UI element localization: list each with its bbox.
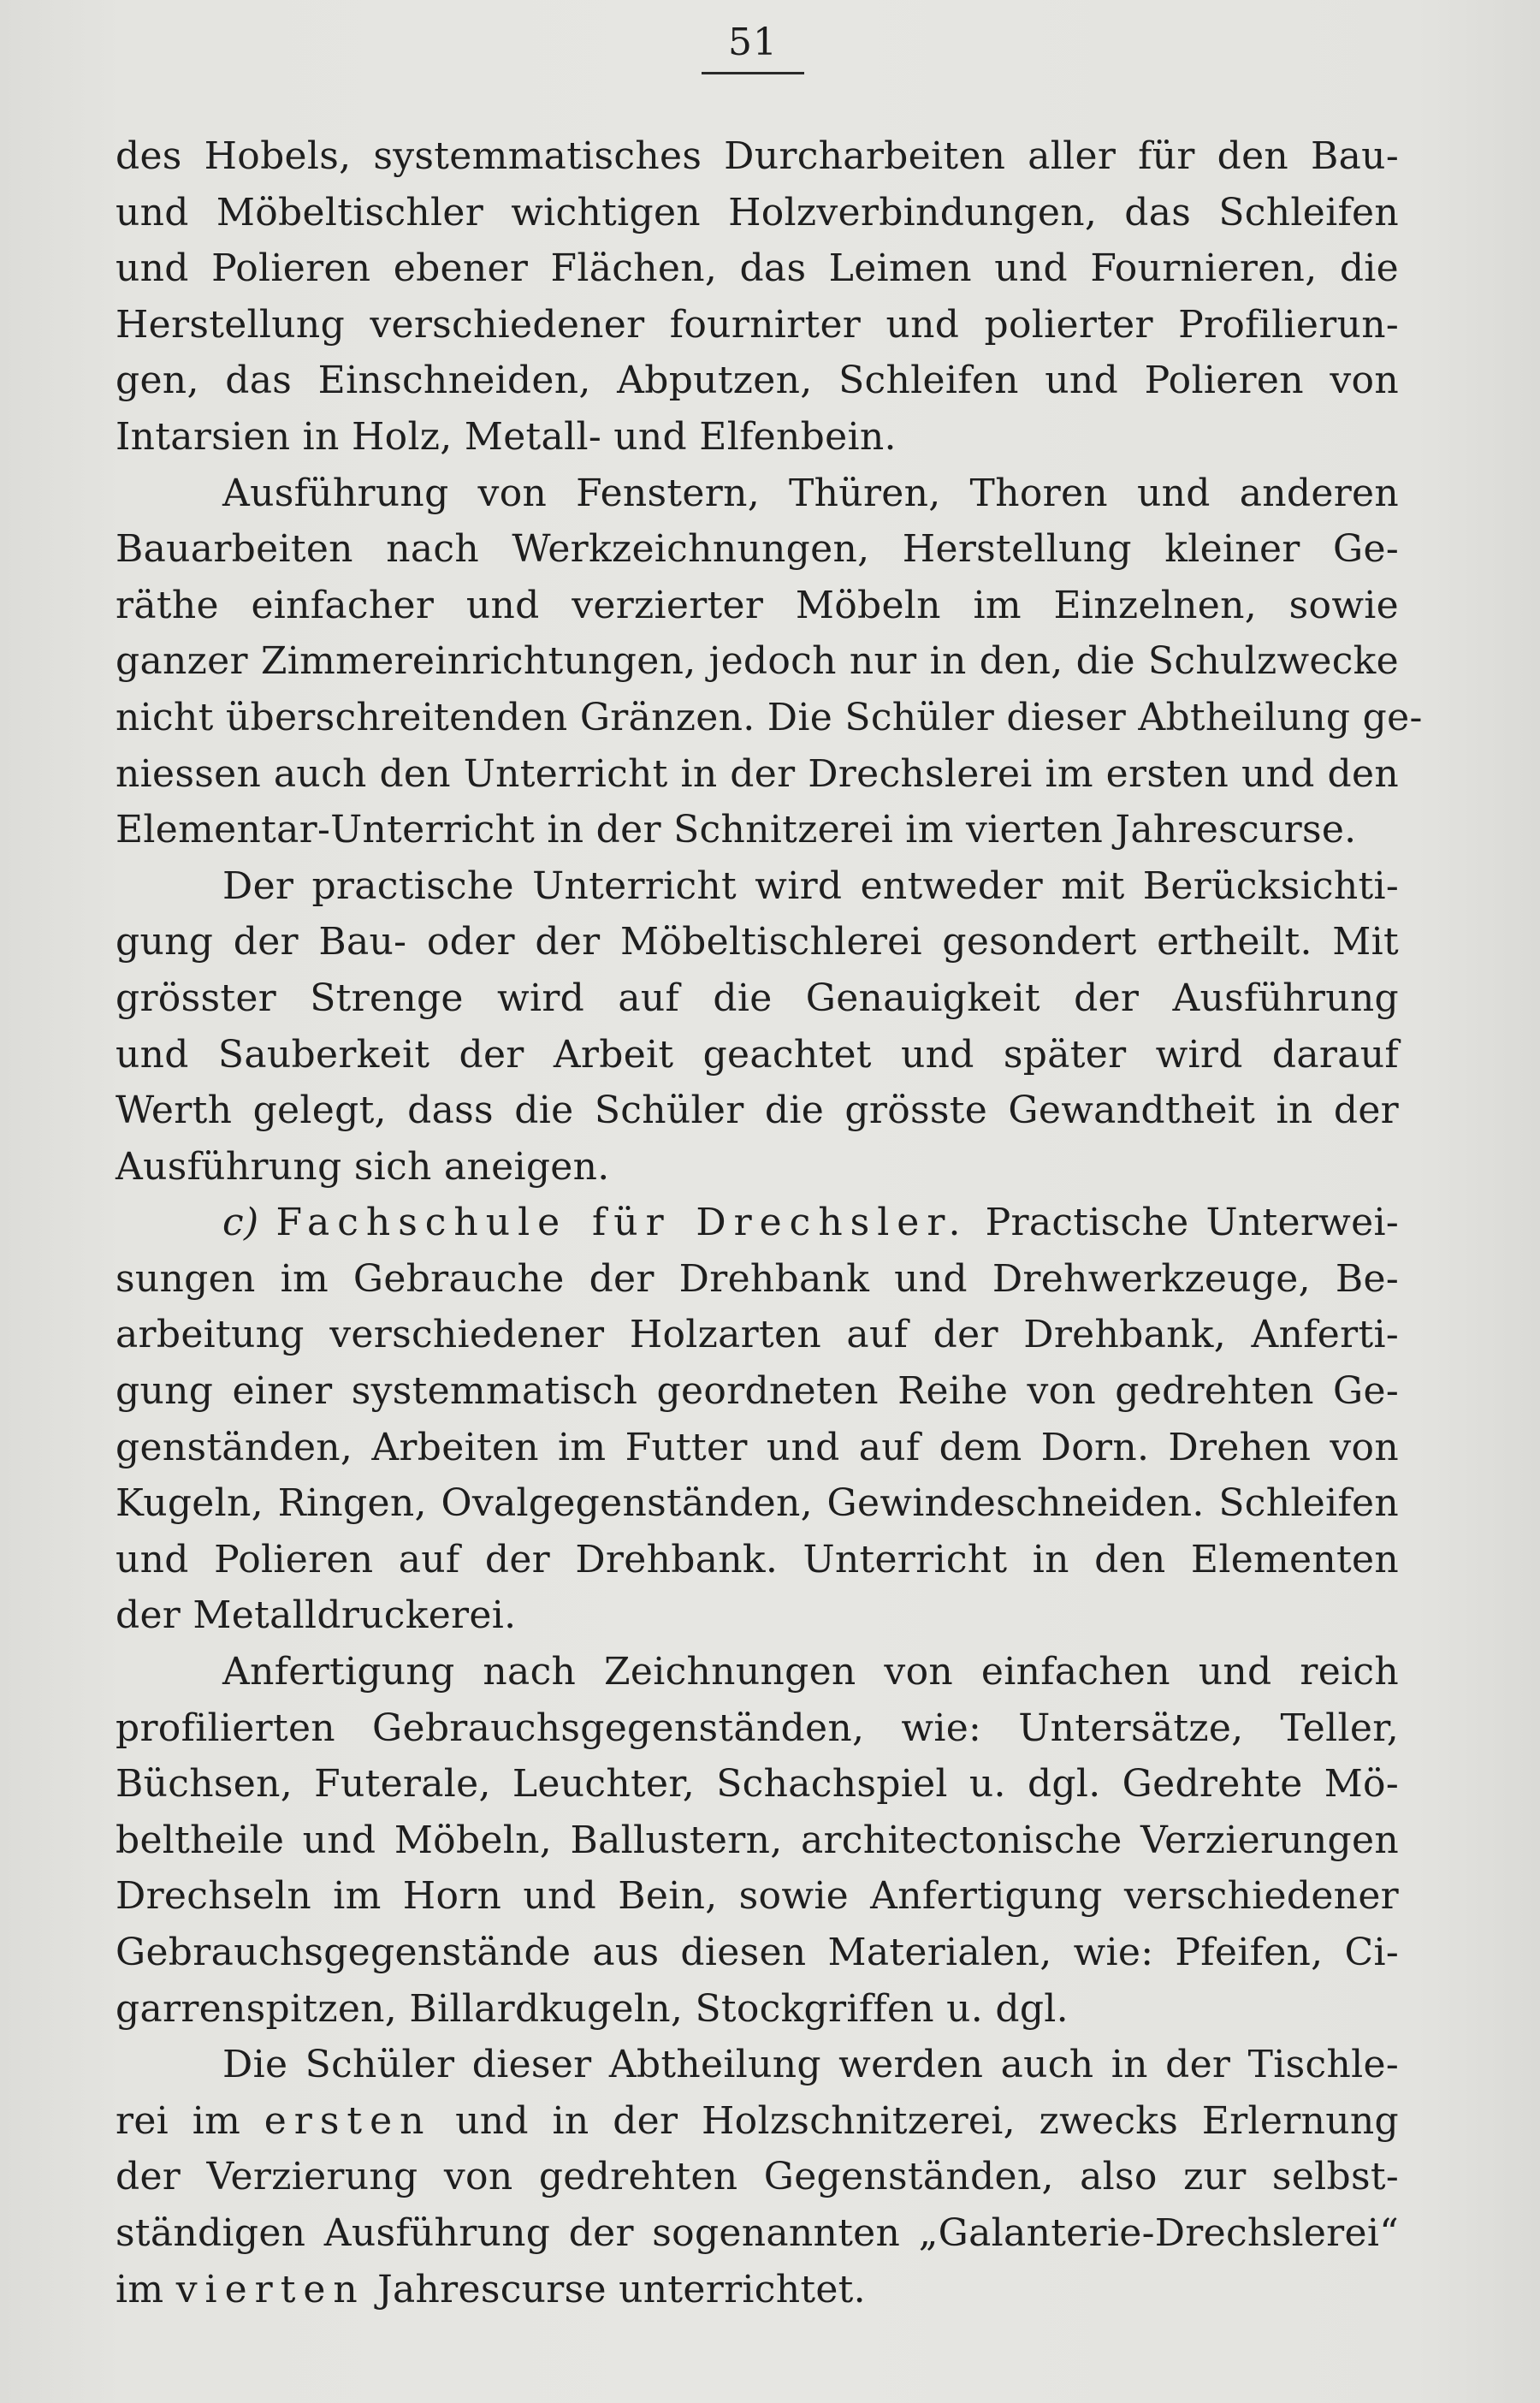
text-line: garrenspitzen, Billardkugeln, Stockgriffen u. dgl. bbox=[116, 1986, 1069, 2031]
text-line: räthe einfacher und verzierter Möbeln im Einzelnen, sowie bbox=[116, 583, 1399, 627]
text-line: und Möbeltischler wichtigen Holzverbindungen, das Schleifen bbox=[116, 190, 1399, 234]
text-line: Ausführung sich aneigen. bbox=[116, 1144, 610, 1189]
paragraph-3 bbox=[116, 858, 1399, 1196]
text-line: niessen auch den Unterricht in der Drechslerei im ersten und den bbox=[116, 751, 1399, 796]
text-line: Der practische Unterricht wird entweder mit Berücksichti- bbox=[222, 863, 1399, 908]
section-heading-rest: Practische Unterwei- bbox=[985, 1201, 1399, 1245]
text-line: ständigen Ausführung der sogenannten „Galanterie-Drechslerei“ bbox=[116, 2210, 1399, 2255]
text-line: Werth gelegt, dass die Schüler die grösste Gewandtheit in der bbox=[116, 1089, 1399, 1133]
paragraph-1 bbox=[116, 128, 1399, 466]
section-heading: Fachschule für Drechsler. bbox=[275, 1201, 968, 1245]
paragraph-2 bbox=[116, 466, 1423, 858]
paragraph-5 bbox=[116, 1644, 1399, 2037]
text-run: rei im bbox=[116, 2098, 241, 2143]
text-line bbox=[116, 2262, 1399, 2318]
paragraph-4-section-c bbox=[116, 1195, 1399, 1644]
text-line: gen, das Einschneiden, Abputzen, Schleifen und Polieren von bbox=[116, 359, 1399, 403]
text-line: profilierten Gebrauchsgegenständen, wie: Untersätze, Teller, bbox=[116, 1706, 1399, 1750]
text-run: im bbox=[116, 2267, 164, 2311]
spaced-emphasis: vierten bbox=[175, 2267, 365, 2311]
text-line: Bauarbeiten nach Werkzeichnungen, Herstellung kleiner Ge- bbox=[116, 527, 1399, 572]
text-line: der Metalldruckerei. bbox=[116, 1593, 517, 1638]
text-line: Drechseln im Horn und Bein, sowie Anfertigung verschiedener bbox=[116, 1874, 1399, 1919]
section-heading-line bbox=[116, 1195, 1399, 1251]
text-line: Die Schüler dieser Abtheilung werden auch in der Tischle- bbox=[222, 2043, 1399, 2087]
text-line: Ausführung von Fenstern, Thüren, Thoren und anderen bbox=[222, 471, 1399, 515]
paragraph-6 bbox=[116, 2037, 1399, 2317]
text-run: Jahrescurse unterrichtet. bbox=[377, 2267, 866, 2311]
text-line: Anfertigung nach Zeichnungen von einfachen und reich bbox=[222, 1650, 1399, 1694]
text-line: des Hobels, systemmatisches Durcharbeiten aller für den Bau- bbox=[116, 134, 1399, 178]
text-line: Elementar-Unterricht in der Schnitzerei im vierten Jahrescurse. bbox=[116, 808, 1357, 852]
text-line: genständen, Arbeiten im Futter und auf dem Dorn. Drehen von bbox=[116, 1425, 1399, 1469]
header-rule bbox=[702, 72, 804, 74]
text-line: nicht überschreitenden Gränzen. Die Schüler dieser Abtheilung ge- bbox=[116, 695, 1423, 739]
text-line: beltheile und Möbeln, Ballustern, architectonische Verzierungen bbox=[116, 1818, 1399, 1862]
body-text bbox=[116, 128, 1423, 2317]
text-line: Herstellung verschiedener fournirter und polierter Profilierun- bbox=[116, 302, 1399, 347]
text-line: Büchsen, Futerale, Leuchter, Schachspiel u. dgl. Gedrehte Mö- bbox=[116, 1762, 1399, 1807]
text-line: und Sauberkeit der Arbeit geachtet und später wird darauf bbox=[116, 1032, 1399, 1077]
text-line: Intarsien in Holz, Metall- und Elfenbein. bbox=[116, 414, 897, 459]
text-line: der Verzierung von gedrehten Gegenständen, also zur selbst- bbox=[116, 2155, 1399, 2199]
text-line: ganzer Zimmereinrichtungen, jedoch nur in den, die Schulzwecke bbox=[116, 639, 1399, 684]
text-line: Kugeln, Ringen, Ovalgegenständen, Gewindeschneiden. Schleifen bbox=[116, 1481, 1399, 1526]
page-number: 51 bbox=[728, 21, 778, 64]
text-line: Gebrauchsgegenstände aus diesen Materialen, wie: Pfeifen, Ci- bbox=[116, 1931, 1399, 1974]
spaced-emphasis: ersten bbox=[264, 2098, 432, 2143]
text-run: und in der Holzschnitzerei, zwecks Erlernung bbox=[455, 2098, 1399, 2143]
text-line: gung der Bau- oder der Möbeltischlerei gesondert ertheilt. Mit bbox=[116, 920, 1399, 964]
text-line: grösster Strenge wird auf die Genauigkeit der Ausführung bbox=[116, 976, 1399, 1020]
section-label: c) bbox=[222, 1201, 259, 1245]
text-line bbox=[116, 2093, 1399, 2150]
text-line: sungen im Gebrauche der Drehbank und Drehwerkzeuge, Be- bbox=[116, 1256, 1399, 1301]
text-line: gung einer systemmatisch geordneten Reihe von gedrehten Ge- bbox=[116, 1369, 1399, 1414]
text-line: und Polieren auf der Drehbank. Unterricht in den Elementen bbox=[116, 1537, 1399, 1581]
text-line: arbeitung verschiedener Holzarten auf der Drehbank, Anferti- bbox=[116, 1313, 1399, 1357]
text-line: und Polieren ebener Flächen, das Leimen und Fournieren, die bbox=[116, 246, 1399, 291]
